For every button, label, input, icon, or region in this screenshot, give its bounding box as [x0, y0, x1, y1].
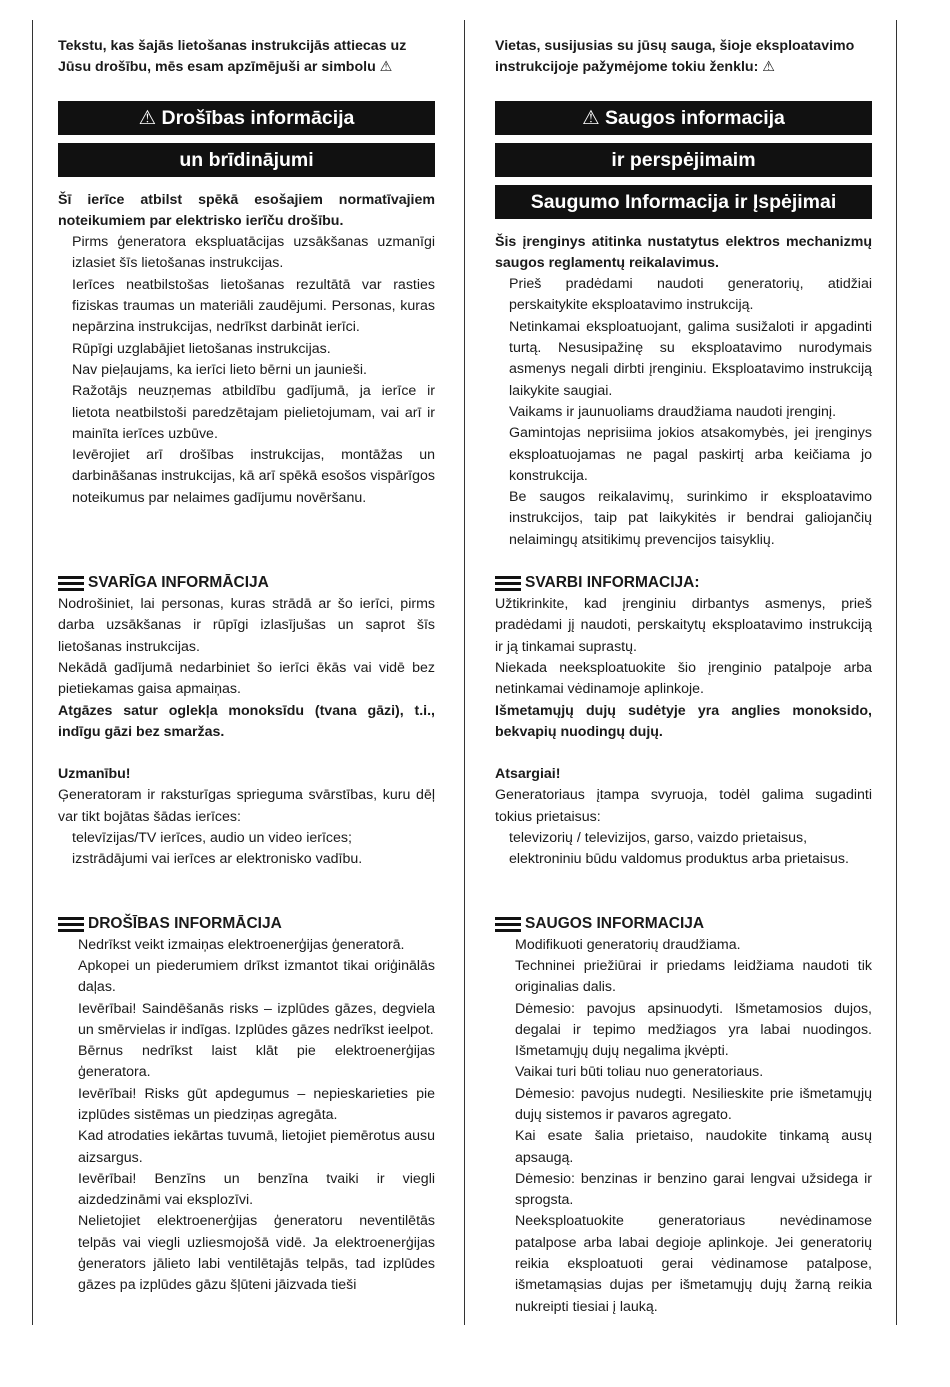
- right-para-3: Vaikams ir jaunuoliams draudžiama naudoti įrenginį.: [509, 403, 837, 420]
- left-section-safety-title: DROŠĪBAS INFORMĀCIJA: [88, 914, 282, 932]
- right-heading-bar-1: ⚠ Saugos informacija: [495, 101, 872, 135]
- left-section-safety: [58, 913, 435, 935]
- left-important-1: Nodrošiniet, lai personas, kuras strādā ar šo ierīci, pirms darba uzsākšanas ir rūpīgi izlasījušas un saprot šīs lietošanas instrukcijas.: [58, 596, 435, 655]
- left-para-1: Pirms ģeneratora ekspluatācijas uzsākšanas uzmanīgi izlasiet šīs lietošanas instrukcijas.: [72, 234, 435, 272]
- left-lead: Šī ierīce atbilst spēkā esošajiem normatīvajiem noteikumiem par elektrisko ierīču drošību.: [58, 191, 435, 229]
- right-para-2: Netinkamai eksploatuojant, galima susižaloti ir apgadinti turtą. Nesusipažinę su eksploatavimo nurodymais asmenys negali dirbti įrenginiu. Eksploatavimo instrukciją laikykite saugiai.: [509, 318, 872, 399]
- left-safety-4: Bērnus nedrīkst laist klāt pie elektroenerģijas ģeneratora.: [78, 1043, 435, 1081]
- left-safety-5: Ievērībai! Risks gūt apdegumus – nepieskarieties pie izplūdes sistēmas un piedziņas agregāta.: [78, 1085, 435, 1123]
- left-important-3: Atgāzes satur oglekļa monoksīdu (tvana gāzi), t.i., indīgu gāzi bez smaržas.: [58, 702, 435, 740]
- right-safety-1: Modifikuoti generatorių draudžiama.: [515, 936, 741, 953]
- right-heading-bar-2: ir perspėjimaim: [495, 143, 872, 177]
- right-important-3: Išmetamųjų dujų sudėtyje yra anglies monoksido, bekvapių nuodingų dujų.: [495, 702, 872, 740]
- info-lines-icon: [495, 916, 521, 932]
- right-intro: Vietas, susijusias su jūsų sauga, šioje eksploatavimo instrukcijoje pažymėjome tokiu ženklu: ⚠: [495, 38, 855, 76]
- right-safety-7: Dėmesio: benzinas ir benzino garai lengvai užsidega ir sprogsta.: [515, 1170, 872, 1209]
- page-border-left: [32, 20, 33, 1325]
- right-safety-4: Vaikai turi būti toliau nuo generatoriaus.: [515, 1064, 764, 1081]
- left-caution-title: Uzmanību!: [58, 766, 131, 783]
- right-caution-item-2: elektroniniu būdu valdomus produktus arba prietaisus.: [509, 851, 849, 868]
- left-para-3: Rūpīgi uzglabājiet lietošanas instrukcijas.: [72, 340, 331, 357]
- right-safety-5: Dėmesio: pavojus nudegti. Nesilieskite prie išmetamųjų dujų sistemos ir pavaros agregato.: [515, 1085, 872, 1123]
- right-lead: Šis įrenginys atitinka nustatytus elektros mechanizmų saugos reglamentų reikalavimus.: [495, 233, 872, 271]
- left-caution-item-2: izstrādājumi vai ierīces ar elektronisko vadību.: [72, 851, 363, 868]
- left-safety-2: Apkopei un piederumiem drīkst izmantot tikai oriģinālās daļas.: [78, 957, 435, 996]
- right-important-2: Niekada neeksploatuokite šio įrenginio patalpoje arba netinkamai vėdinamoje aplinkoje.: [495, 659, 872, 698]
- right-section-safety: [495, 913, 872, 935]
- left-heading-bar-2: un brīdinājumi: [58, 143, 435, 177]
- info-lines-icon: [495, 575, 521, 591]
- right-para-4: Gamintojas neprisiima jokios atsakomybės, jei įrenginys eksploatuojamas ne pagal paskirtį arba keičiama jo konstrukcija.: [509, 425, 872, 484]
- left-important-2: Nekādā gadījumā nedarbiniet šo ierīci ēkās vai vidē bez pietiekamas gaisa apmaiņas.: [58, 659, 435, 698]
- page-border-right: [896, 20, 897, 1325]
- left-para-6: Ievērojiet arī drošības instrukcijas, montāžas un darbināšanas instrukcijas, kā arī spēkā esošos vispārīgos noteikumus par nelaimes gadījumu novēršanu.: [72, 447, 435, 506]
- right-important-1: Užtikrinkite, kad įrenginiu dirbantys asmenys, prieš pradėdami jį naudoti, perskaitytų eksploatavimo instrukciją ir ją tinkamai suprastų.: [495, 596, 872, 655]
- right-caution-title: Atsargiai!: [495, 766, 561, 783]
- right-caution-item-1: televizorių / televizijos, garso, vaizdo prietaisus,: [509, 830, 808, 847]
- right-section-important-title: SVARBI INFORMACIJA:: [525, 574, 700, 592]
- right-safety-3: Dėmesio: pavojus apsinuodyti. Išmetamosios dujos, degalai ir tepimo medžiagos yra labai nuodingos. Išmetamųjų dujų negalima įkvėpti.: [515, 1000, 872, 1060]
- left-caution-item-1: televīzijas/TV ierīces, audio un video ierīces;: [72, 830, 352, 847]
- right-para-5: Be saugos reikalavimų, surinkimo ir eksploatavimo instrukcijos, taip pat laikykitės ir bendrai galiojančių nelaimingų atsitikimų prevencijos taisyklių.: [509, 489, 872, 548]
- info-lines-icon: [58, 575, 84, 591]
- left-intro: Tekstu, kas šajās lietošanas instrukcijās attiecas uz Jūsu drošību, mēs esam apzīmējuši ar simbolu ⚠: [58, 38, 407, 76]
- left-para-2: Ierīces neatbilstošas lietošanas rezultātā var rasties fiziskas traumas un materiāli zaudējumi. Personas, kuras nepārzina instrukcijas, nedrīkst darbināt ierīci.: [72, 276, 435, 336]
- left-safety-7: Ievērībai! Benzīns un benzīna tvaiki ir viegli aizdedzināmi vai eksplozīvi.: [78, 1170, 435, 1209]
- left-safety-1: Nedrīkst veikt izmaiņas elektroenerģijas ģeneratorā.: [78, 936, 405, 953]
- left-section-important: [58, 572, 435, 594]
- right-caution-text: Generatoriaus įtampa svyruoja, todėl galima sugadinti tokius prietaisus:: [495, 787, 872, 825]
- left-column: [58, 36, 435, 1297]
- left-safety-3: Ievērībai! Saindēšanās risks – izplūdes gāzes, degviela un smērvielas ir indīgas. Izplūdes gāzes nedrīkst ieelpot.: [78, 1000, 435, 1038]
- left-heading-bar-1: ⚠ Drošības informācija: [58, 101, 435, 135]
- right-safety-2: Techninei priežiūrai ir priedams leidžiama naudoti tik originalias dalis.: [515, 957, 872, 996]
- left-para-5: Ražotājs neuzņemas atbildību gadījumā, ja ierīce ir lietota neatbilstoši paredzētajam pielietojumam, vai arī ir mainīta ierīces uzbūve.: [72, 383, 435, 442]
- right-para-1: Prieš pradėdami naudoti generatorių, atidžiai perskaitykite eksploatavimo instrukciją.: [509, 276, 872, 314]
- right-section-important: [495, 572, 872, 594]
- right-safety-6: Kai esate šalia prietaiso, naudokite tinkamą ausų apsaugą.: [515, 1128, 872, 1166]
- right-heading-bar-3: Saugumo Informacija ir Įspėjimai: [495, 185, 872, 219]
- right-safety-8: Neeksploatuokite generatoriaus nevėdinamose patalpose arba labai degioje aplinkoje. Jei generatorių reikia eksploatuoti gerai vėdinamose patalpose, išmetamąsias dujas per išmetamųjų dujų žarną reikia nukreipti tiesiai į lauką.: [515, 1213, 872, 1315]
- info-lines-icon: [58, 916, 84, 932]
- left-section-important-title: SVARĪGA INFORMĀCIJA: [88, 574, 269, 592]
- right-section-safety-title: SAUGOS INFORMACIJA: [525, 914, 705, 932]
- right-column: [495, 36, 872, 1318]
- left-safety-8: Nelietojiet elektroenerģijas ģeneratoru neventilētās telpās vai viegli uzliesmojošā vidē. Ja elektroenerģijas ģenerators jālieto labi ventilētajās telpās, tad izplūdes gāzes pa izplūdes gāzu šļūteni jāizvada tieši: [78, 1213, 435, 1294]
- left-caution-text: Ģeneratoram ir raksturīgas sprieguma svārstības, kuru dēļ var tikt bojātas šādas ierīces:: [58, 787, 435, 825]
- column-divider: [464, 20, 465, 1325]
- left-para-4: Nav pieļaujams, ka ierīci lieto bērni un jaunieši.: [72, 361, 367, 378]
- left-safety-6: Kad atrodaties iekārtas tuvumā, lietojiet piemērotus ausu aizsargus.: [78, 1128, 435, 1166]
